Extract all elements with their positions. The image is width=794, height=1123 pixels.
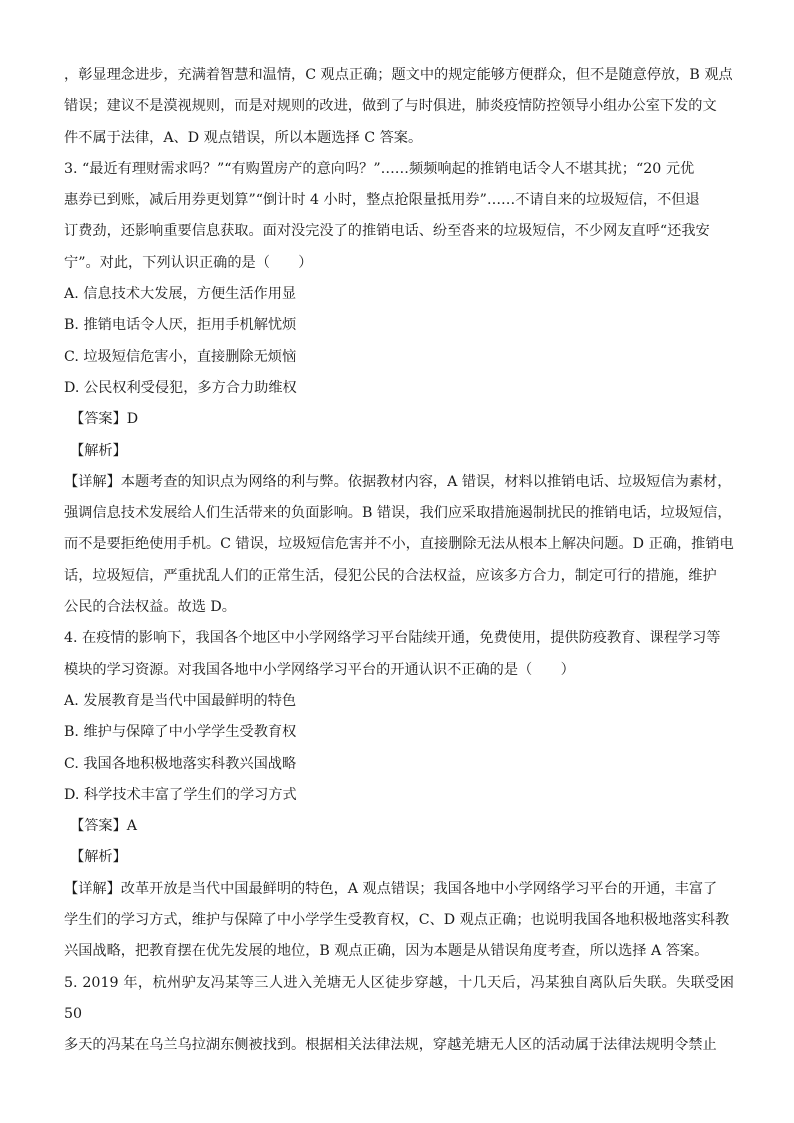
option-c: C. 我国各地积极地落实科教兴国战略	[64, 755, 297, 772]
detail-line: 公民的合法权益。故选 D。	[64, 599, 236, 616]
question-5	[64, 968, 734, 1062]
option-d: D. 公民权利受侵犯，多方合力助维权	[64, 379, 297, 396]
option-b: B. 推销电话令人厌，拒用手机解忧烦	[64, 317, 297, 334]
option-a: A. 信息技术大发展，方便生活作用显	[64, 286, 297, 303]
detail-line: 【详解】改革开放是当代中国最鲜明的特色，A 观点错误；我国各地中小学网络学习平台的开通，丰富了	[64, 880, 718, 897]
option-b: B. 维护与保障了中小学学生受教育权	[64, 724, 297, 741]
answer-label: 【答案】D	[70, 411, 139, 428]
question-stem-line: 3. “最近有理财需求吗？”“有购置房产的意向吗？”……频频响起的推销电话令人不堪其扰；“20 元优	[64, 160, 695, 177]
detail-line: 兴国战略，把教育摆在优先发展的地位，B 观点正确，因为本题是从错误角度考查，所以选择 A 答案。	[64, 943, 709, 960]
analysis-label: 【解析】	[70, 442, 127, 459]
question-stem-line: 模块的学习资源。对我国各地中小学网络学习平台的开通认识不正确的是（ ）	[64, 661, 575, 678]
detail-line: 话，垃圾短信，严重扰乱人们的正常生活，侵犯公民的合法权益，应该多方合力，制定可行的措施，维护	[64, 567, 717, 584]
text-line: 错误；建议不是漠视规则，而是对规则的改进，做到了与时俱进，肺炎疫情防控领导小组办公室下发的文	[64, 98, 717, 115]
detail-line: 【详解】本题考查的知识点为网络的利与弊。依据教材内容，A 错误，材料以推销电话、垃圾短信为素材，	[64, 473, 732, 490]
text-line: 件不属于法律，A、D 观点错误，所以本题选择 C 答案。	[64, 129, 423, 146]
question-stem-line: 宁”。对此，下列认识正确的是（ ）	[64, 254, 313, 271]
question-3	[64, 154, 734, 623]
analysis-label: 【解析】	[70, 849, 127, 866]
question-4	[64, 623, 734, 967]
option-a: A. 发展教育是当代中国最鲜明的特色	[64, 692, 297, 709]
question-stem-line: 惠券已到账，减后用券更划算”“倒计时 4 小时，整点抢限量抵用券”……不请自来的垃圾短信，不但退	[64, 192, 700, 209]
question-stem-line: 5. 2019 年，杭州驴友冯某等三人进入羌塘无人区徒步穿越，十几天后，冯某独自离队后失联。失联受困 50	[64, 974, 734, 1022]
text-line: ，彰显理念进步，充满着智慧和温情，C 观点正确；题文中的规定能够方便群众，但不是随意停放，B 观点	[64, 67, 733, 83]
detail-line: 学生们的学习方式，维护与保障了中小学学生受教育权，C、D 观点正确；也说明我国各地积极地落实科教	[64, 912, 730, 929]
document-content	[64, 60, 734, 1062]
detail-line: 而不是要拒绝使用手机。C 错误，垃圾短信危害并不小，直接删除无法从根本上解决问题。D 正确，推销电	[64, 536, 734, 553]
option-d: D. 科学技术丰富了学生们的学习方式	[64, 786, 297, 803]
question-stem-line: 4. 在疫情的影响下，我国各个地区中小学网络学习平台陆续开通，免费使用，提供防疫教育、课程学习等	[64, 630, 721, 647]
detail-line: 强调信息技术发展给人们生活带来的负面影响。B 错误，我们应采取措施遏制扰民的推销电话，垃圾短信，	[64, 505, 732, 522]
intro-paragraph	[64, 60, 734, 154]
answer-label: 【答案】A	[70, 818, 137, 835]
option-c: C. 垃圾短信危害小，直接删除无烦恼	[64, 348, 297, 365]
question-stem-line: 多天的冯某在乌兰乌拉湖东侧被找到。根据相关法律法规，穿越羌塘无人区的活动属于法律法规明令禁止	[64, 1037, 717, 1054]
question-stem-line: 订费劲，还影响重要信息获取。面对没完没了的推销电话、纷至沓来的垃圾短信，不少网友直呼“还我安	[64, 223, 710, 240]
